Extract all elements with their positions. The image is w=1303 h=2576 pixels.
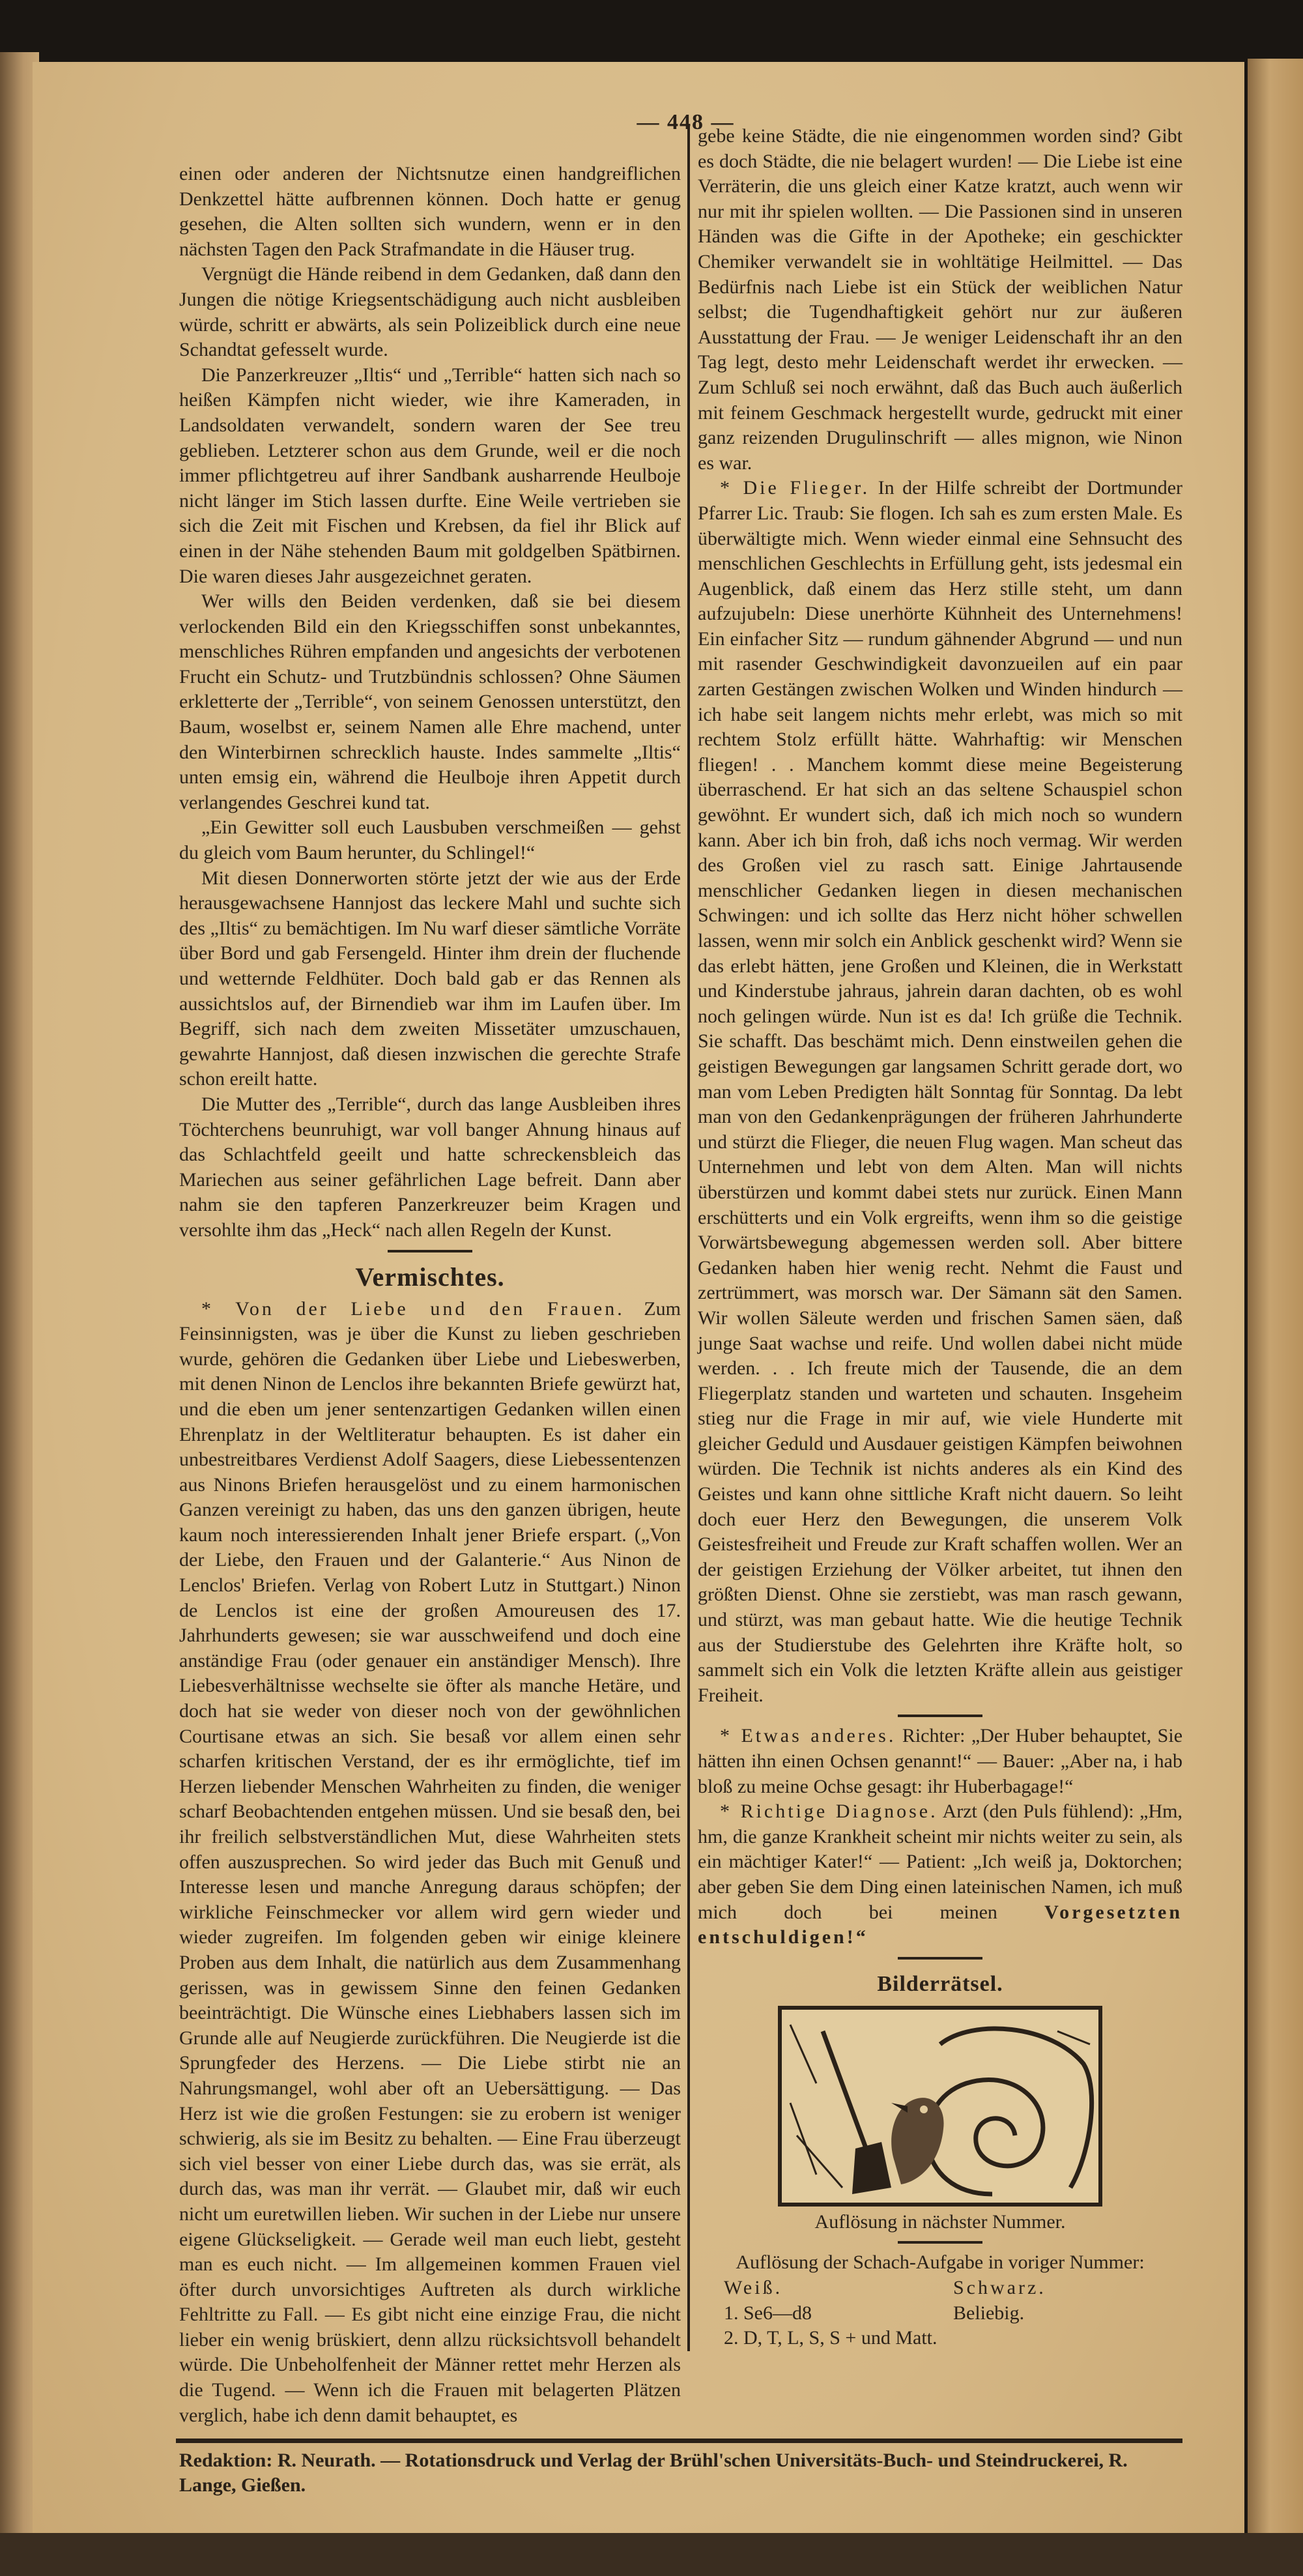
- page-edge: [1248, 59, 1303, 2576]
- chess-title: Auflösung der Schach-Aufgabe in voriger Nummer:: [736, 2251, 1145, 2274]
- puzzle-heading: Bilderrätsel.: [877, 1971, 1003, 1996]
- chess-black-label: Schwarz.: [953, 2276, 1046, 2298]
- divider: [898, 1957, 982, 1960]
- paragraph: Vergnügt die Hände reibend in dem Gedanken, daß dann den Jungen die nötige Kriegsentschädigung auch nicht ausbleiben würde, schritt er abwärts, als sein Polizeiblick durch eine neue Schandtat gefesselt wurde.: [179, 263, 681, 361]
- imprint-footer: Redaktion: R. Neurath. — Rotationsdruck und Verlag der Brühl'schen Universitäts-Buch- und Steindruckerei, R. Lange, Gießen.: [179, 2450, 1128, 2496]
- spaced-text: Vorgesetzten entschuldigen!“: [698, 1901, 1182, 1948]
- article-diagnose: [698, 1799, 1182, 1950]
- article-title: * Richtige Diagnose.: [720, 1801, 938, 1823]
- section-heading: Vermischtes.: [355, 1262, 505, 1292]
- chess-black-move: Beliebig.: [953, 2302, 1025, 2324]
- paragraph: Die Mutter des „Terrible“, durch das lange Ausbleiben ihres Töchterchens beunruhigt, war voll banger Ahnung hinaus auf das Schlachtfeld geeilt und hatte schreckensbleich das Mariechen aus seiner gefährlichen Lage befreit. Dann aber nahm sie den tapferen Panzerkreuzer beim Kragen und versohlte ihm das „Heck“ nach allen Regeln der Kunst.: [179, 1093, 681, 1241]
- article-title: * Von der Liebe und den Frauen.: [201, 1297, 625, 1320]
- article-title: * Die Flieger.: [720, 477, 870, 499]
- article-love: [179, 1297, 681, 2429]
- footer-rule: [176, 2439, 1182, 2443]
- right-column: [687, 124, 1182, 2351]
- article-text: In der Hilfe schreibt der Dortmunder Pfarrer Lic. Traub: Sie flogen. Ich sah es zum ersten Male. Es überwältigte mich. Wenn wieder einmal eine Sehnsucht des menschlichen Geschlechts in Erfüllung geht, ists jedesmal ein Augenblick, daß einem das Herz stille steht, um dann aufzujubeln: Diese unerhörte Kühnheit des Unternehmens! Ein einfacher Sitz — rundum gähnender Abgrund — und nun mit rasender Geschwindigkeit davonzueilen auf ein paar zarten Gestängen zwischen Wolken und Winden hindurch — ich habe seit langem nichts mehr erlebt, was mich so mit rechtem Stolz erfüllt hätte. Wahrhaftig: wir Menschen fliegen! . . Manchem kommt diese meine Begeisterung überraschend. Er hat sich an das seltene Schauspiel schon gewöhnt. Er wundert sich, daß ich mich noch so wundern kann. Aber ich bin froh, daß ichs noch vermag. Wir werden des Großen viel zu rasch satt. Einige Jahrtausende menschlicher Gedanken liegen in diesen mechanischen Schwingen: und ich sollte das Herz nicht höher schwellen lassen, wenn mir solch ein Anblick geschenkt wird? Wenn sie das erlebt hätten, jene Großen und Kleinen, die in Werkstatt und Kinderstube jahraus, jahrein daran dachten, ob es wohl noch gelingen würde. Nun ist es da! Ich grüße die Technik. Sie schafft. Das beschämt mich. Denn einstweilen gehen die geistigen Bewegungen gar langsamen Schritt gerade dort, wo man vom Leben Predigten hält Sonntag für Sonntag. Da lebt man von den Gedankenprägungen der früheren Jahrhunderte und stürzt die Flieger, die neuen Flug wagen. Man scheut das Unternehmen und lebt von dem Alten. Man will nichts überstürzen und kommt dabei stets nur zurück. Einen Mann erschütterts und ein Volk ergreifts, wenn ihm so die geistige Vorwärtsbewegung abgemessen werden soll. Aber bittere Gedanken haben hier wenig recht. Nehmt die Faust und zertrümmert, was morsch war. Der Sämann sät den Samen. Wir wollen Säleute werden und frischen Samen säen, daß junge Saat wachse und reife. Und wollen dabei nicht müde werden. . . Ich freute mich der Tausende, die an dem Fliegerplatz standen und warteten und schauten. Insgeheim stieg nur die Frage in mir auf, wie viele Hunderte mit gleicher Geduld und Ausdauer geistigen Kämpfen beiwohnen würden. Die Technik ist nichts anderes als ein Kind des Geistes und kann ohne sittliche Kraft nicht dauern. So leiht doch euer Herz den Bewegungen, die unserem Volk Geistesfreiheit und Freude zur Kraft schaffen wollen. Wer an der geistigen Erziehung der Völker arbeitet, tut ihnen den größten Dienst. Ohne sie zerstiebt, was man rasch gewann, und stürzt, was man gebaut hatte. Wie die heutige Technik aus der Studierstube des Gelehrten ihre Kräfte holt, so sammelt sich ein Volk die letzten Kräfte allein aus geistiger Freiheit.: [698, 477, 1183, 1706]
- divider: [388, 1250, 472, 1252]
- chess-white-label: Weiß.: [724, 2276, 783, 2298]
- article-title: * Etwas anderes.: [720, 1725, 896, 1747]
- left-column: [176, 124, 687, 2428]
- page-content: [176, 0, 1182, 2576]
- article-flieger: [698, 476, 1182, 1708]
- chess-white-move: 1. Se6—d8: [724, 2302, 812, 2324]
- article-text: Arzt (den Puls fühlend): „Hm, hm, die ganze Krankheit scheint mir nichts weiter zu sein, als ein mächtiger Kater!“ — Patient: „Ich weiß ja, Doktorchen; aber geben Sie dem Ding einen lateinischen Namen, ich muß mich doch bei meinen: [698, 1801, 1182, 1923]
- puzzle-caption: Auflösung in nächster Nummer.: [814, 2210, 1066, 2233]
- divider: [898, 2241, 982, 2244]
- picture-puzzle-image: [777, 2005, 1103, 2207]
- page-number: — 448 —: [637, 110, 735, 134]
- paragraph: einen oder anderen der Nichtsnutze einen handgreiflichen Denkzettel hätte aufbrennen können. Doch hatte er genug gesehen, die Alten sollten sich wundern, wenn er in den nächsten Tagen den Pack Strafmandate in die Häuser trug.: [179, 163, 681, 260]
- chess-white-move-2: 2. D, T, L, S, S + und Matt.: [724, 2327, 938, 2349]
- chess-solution: [698, 2276, 1182, 2351]
- article-etwas-anderes: [698, 1724, 1182, 1799]
- article-text: Zum Feinsinnigsten, was je über die Kunst zu lieben geschrieben wurde, gehören die Gedanken über Liebe und Liebeswerben, mit denen Ninon de Lenclos ihre bekannten Briefe gewürzt hat, und die eben um jener sentenzartigen Gedanken willen einen Ehrenplatz in der Weltliteratur behaupten. Es ist daher ein unbestreitbares Verdienst Adolf Saagers, diese Liebessentenzen aus Ninons Briefen herausgelöst und zu einem harmonischen Ganzen vereinigt zu haben, das uns den ganzen übrigen, heute kaum noch interessierenden Inhalt jener Briefe erspart. („Von der Liebe, den Frauen und der Galanterie.“ Aus Ninon de Lenclos' Briefen. Verlag von Robert Lutz in Stuttgart.) Ninon de Lenclos ist eine der großen Amoureusen des 17. Jahrhunderts gewesen; sie war ausschweifend und doch eine anständige Frau (oder genauer ein anständiger Mensch). Ihre Liebesverhältnisse wechselte sie öfter als manche Hetäre, und doch hat sie weder von dieser noch von der gewöhnlichen Courtisane etwas an sich. Sie besaß vor allem einen sehr scharfen kritischen Verstand, der es ihr ermöglichte, tief im Herzen liebender Menschen Wahrheiten zu finden, die weniger scharf Beobachtenden entgehen müssen. Und sie besaß den, bei ihr freilich selbstverständlichen Mut, diese Wahrheiten stets offen auszusprechen. So wird jeder das Buch mit Genuß und Interesse lesen und manche Anregung daraus schöpfen; der wirkliche Feinschmecker vor allem wird gern wieder und wieder zugreifen. Im folgenden geben wir einige kleinere Proben aus dem Inhalt, die natürlich aus dem Zusammenhang gerissen, was in gewissem Sinne den feinen Gedanken beeinträchtigt. Die Wünsche eines Liebhabers lassen sich im Grunde alle auf Neugierde zurückführen. Die Neugierde ist die Sprungfeder des Herzens. — Die Liebe stirbt nie an Nahrungsmangel, wohl aber oft an Uebersättigung. — Das Herz ist wie die großen Festungen: sie zu erobern ist weniger schwierig, als sie im Besitz zu behalten. — Eine Frau überzeugt sich viel besser von einer Liebe durch das, was sie errät, als durch das, was man ihr verrät. — Glaubet mir, daß wir euch nicht um euretwillen lieben. Wir suchen in der Liebe nur unsere eigene Glückseligkeit. — Gerade weil man euch liebt, gesteht man es euch nicht. — Im allgemeinen kommen Frauen viel öfter durch unvorsichtiges Auftreten als durch wirkliche Fehltritte zu Fall. — Es gibt nicht eine einzige Frau, die nicht lieber ein wenig brüskiert, denn allzu rücksichtsvoll behandelt würde. Die Unbeholfenheit der Männer rettet mehr Herzen als die Tugend. — Wenn ich die Frauen mit belagerten Plätzen verglich, habe ich denn damit behauptet, es: [179, 1297, 681, 2426]
- paragraph: gebe keine Städte, die nie eingenommen worden sind? Gibt es doch Städte, die nie belagert wurden! — Die Liebe ist eine Verräterin, die uns gleich einer Katze kratzt, auch wenn wir nur mit ihr spielen wollten. — Die Passionen sind in unseren Händen was die Gifte in der Apotheke; ein geschickter Chemiker verwandelt sie in wohltätige Heilmittel. — Das Bedürfnis nach Liebe ist ein Stück der weiblichen Natur selbst; die Tugendhaftigkeit gehört nur zur äußeren Ausstattung der Frau. — Je weniger Leidenschaft ihr an den Tag legt, desto mehr Leidenschaft werdet ihr erwecken. — Zum Schluß sei noch erwähnt, daß das Buch auch äußerlich mit feinem Geschmack hergestellt wurde, gedruckt mit einer ganz reizenden Drugulinschrift — alles mignon, wie Ninon es war.: [698, 125, 1182, 474]
- article-text: Richter: „Der Huber behauptet, Sie hätten ihn einen Ochsen genannt!“ — Bauer: „Aber na, i hab bloß zu meine Ochse gesagt: ihr Huberbagage!“: [698, 1725, 1183, 1797]
- paragraph: Mit diesen Donnerworten störte jetzt der wie aus der Erde herausgewachsene Hannjost das leckere Mahl und suchte sich des „Iltis“ zu bemächtigen. Im Nu warf dieser sämtliche Vorräte über Bord und gab Fersengeld. Hinter ihm drein der fluchende und wetternde Feldhüter. Doch bald gab er das Rennen als aussichtslos auf, der Birnendieb war ihm im Laufen über. Im Begriff, sich nach dem zweiten Missetäter umzuschauen, gewahrte Hannjost, daß diesen inzwischen die gerechte Strafe schon ereilt hatte.: [179, 867, 681, 1090]
- paragraph: Wer wills den Beiden verdenken, daß sie bei diesem verlockenden Bild ein den Kriegsschiffen sonst unbekanntes, menschliches Rühren empfanden und angesichts der verbotenen Frucht ein Schutz- und Trutzbündnis schlossen? Ohne Säumen erkletterte der „Terrible“, von seinem Genossen unterstützt, den Baum, woselbst er, seinem Namen alle Ehre machend, unter den Winterbirnen schrecklich hauste. Indes sammelte „Iltis“ unten emsig ein, während die Heulboje ihren Appetit durch verlangendes Geschrei kund tat.: [179, 590, 681, 813]
- paragraph: „Ein Gewitter soll euch Lausbuben verschmeißen — gehst du gleich vom Baum herunter, du Schlingel!“: [179, 817, 681, 864]
- columns: [176, 124, 1182, 2428]
- paragraph: Die Panzerkreuzer „Iltis“ und „Terrible“ hatten sich nach so heißen Kämpfen nicht wieder, wie ihre Kameraden, in Landsoldaten verwandelt, sondern waren der See treu geblieben. Letzterer schon aus dem Grunde, weil er die noch immer pflichtgetreu auf ihrer Sandbank ausharrende Heulboje nicht länger im Stich lassen durfte. Eine Weile vertrieben sie sich die Zeit mit Fischen und Krebsen, da fiel ihr Blick auf einen in der Nähe stehenden Baum mit goldgelben Spätbirnen. Die waren dieses Jahr ausgezeichnet geraten.: [179, 364, 681, 587]
- divider: [898, 1715, 982, 1717]
